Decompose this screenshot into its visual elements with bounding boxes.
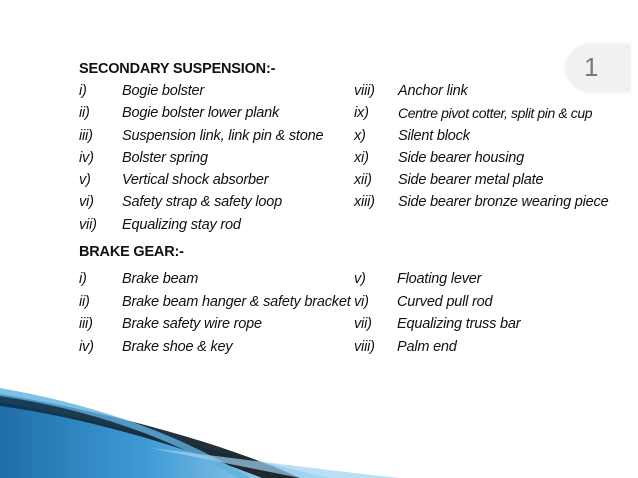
item-number: iv) — [79, 339, 94, 355]
item-text: Brake beam — [122, 271, 199, 287]
item-text: Brake shoe & key — [122, 339, 233, 355]
item-number: iv) — [79, 150, 94, 166]
item-number: v) — [79, 172, 91, 188]
item-text: Brake safety wire rope — [122, 316, 262, 332]
item-number: vi) — [354, 294, 369, 310]
item-number: xiii) — [354, 194, 375, 210]
item-text: Centre pivot cotter, split pin & cup — [398, 105, 593, 121]
item-number: ii) — [79, 105, 90, 121]
brake-gear-heading: BRAKE GEAR:- — [79, 244, 184, 260]
item-text: Bogie bolster lower plank — [122, 105, 280, 121]
item-number: viii) — [354, 339, 375, 355]
item-text: Vertical shock absorber — [122, 172, 269, 188]
item-number: iii) — [79, 316, 93, 332]
item-number: x) — [354, 128, 366, 144]
secondary-suspension-heading: SECONDARY SUSPENSION:- — [79, 61, 276, 77]
item-text: Floating lever — [397, 271, 482, 287]
slide-number-tab — [566, 44, 630, 92]
item-text: Side bearer bronze wearing piece — [398, 194, 609, 210]
item-text: Safety strap & safety loop — [122, 194, 283, 210]
item-number: vi) — [79, 194, 94, 210]
item-text: Curved pull rod — [397, 294, 493, 310]
item-number: i) — [79, 83, 87, 99]
item-text: Equalizing truss bar — [397, 316, 521, 332]
item-number: i) — [79, 271, 87, 287]
item-number: v) — [354, 271, 366, 287]
item-number: vii) — [354, 316, 372, 332]
item-text: Silent block — [398, 128, 470, 144]
item-text: Bogie bolster — [122, 83, 205, 99]
slide-number: 1 — [584, 52, 599, 82]
item-number: iii) — [79, 128, 93, 144]
blue-swoosh-decoration — [0, 388, 638, 478]
item-number: vii) — [79, 217, 97, 233]
item-number: ix) — [354, 105, 369, 121]
item-number: xi) — [354, 150, 369, 166]
item-text: Bolster spring — [122, 150, 208, 166]
item-text: Suspension link, link pin & stone — [122, 128, 324, 144]
item-text: Side bearer housing — [398, 150, 524, 166]
item-number: ii) — [79, 294, 90, 310]
item-text: Equalizing stay rod — [122, 217, 241, 233]
item-text: Side bearer metal plate — [398, 172, 544, 188]
item-text: Palm end — [397, 339, 457, 355]
item-text: Anchor link — [398, 83, 468, 99]
item-number: xii) — [354, 172, 372, 188]
item-number: viii) — [354, 83, 375, 99]
item-text: Brake beam hanger & safety bracket — [122, 294, 351, 310]
